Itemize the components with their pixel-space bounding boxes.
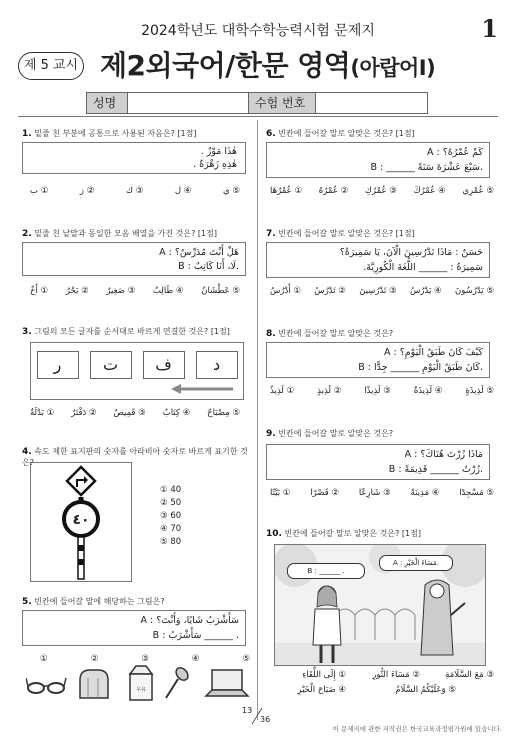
sign-number: ٤٠ [72, 512, 90, 528]
q3-letter: د [196, 351, 238, 379]
q7-option-5[interactable]: ⑤ يَدْرُسُونَ [454, 286, 494, 296]
q3-option-3[interactable]: ③ قَمِيصٌ [113, 408, 146, 418]
q2-option-1[interactable]: ① أَخٌ [30, 286, 49, 296]
q4-option-1[interactable]: ① 40 [160, 485, 182, 495]
q8-option-2[interactable]: ② لَذِيذٍ [317, 386, 342, 396]
q8-option-5[interactable]: ⑤ لَذِيذَةٍ [465, 386, 494, 396]
q3-option-2[interactable]: ② دَفْتَرٌ [71, 408, 97, 418]
q10-option-1[interactable]: ① إِلَى اللِّقَاءِ [302, 670, 346, 680]
q5-line-b: B : سَأَشْرَبُ ______ . [152, 630, 239, 641]
speech-bubble-b: B : ______ . [287, 563, 365, 579]
q5-label-1: ① [40, 654, 48, 664]
q3-letter: ف [143, 351, 185, 379]
q2-box [22, 242, 246, 276]
q5-label-2: ② [90, 654, 99, 664]
q1-option-1[interactable]: ① ب [30, 186, 49, 196]
q7-option-2[interactable]: ② تَدْرُسُ [314, 286, 346, 296]
q7-option-3[interactable]: ③ تَدْرُسِينَ [359, 286, 397, 296]
q9-options [270, 488, 494, 498]
q1-options [30, 186, 240, 196]
q9-stem: 9. 빈칸에 들어갈 말로 알맞은 것은? [266, 429, 394, 439]
q5-line-a: A : سَأَشْرَبُ شَايًا، وَأَنْتَ؟ [140, 615, 239, 626]
q10-options [272, 670, 496, 695]
q3-letter: ت [90, 351, 132, 379]
number-field[interactable] [315, 93, 427, 113]
q2-option-3[interactable]: ③ صَغِيرٌ [106, 286, 136, 296]
milk-carton-icon[interactable] [130, 666, 152, 700]
q10-option-3[interactable]: ③ مَعَ السَّلَامَةِ [445, 670, 494, 680]
q8-option-3[interactable]: ③ لَذِيذًا [364, 386, 391, 396]
q2-option-2[interactable]: ② بَحْرٌ [65, 286, 89, 296]
q9-option-5[interactable]: ⑤ مَسْجِدًا [459, 488, 494, 498]
q5-box [22, 610, 246, 646]
name-label: 성명 [87, 93, 127, 113]
q3-option-5[interactable]: ⑤ مِصْبَاحٌ [207, 408, 240, 418]
q3-option-1[interactable]: ① بَدْلَةٌ [30, 408, 55, 418]
q3-box [30, 342, 244, 400]
q3-letter: ر [37, 351, 79, 379]
q3-stem: 3. 그림의 모든 글자를 순서대로 바르게 연결한 것은? [1점] [22, 327, 230, 337]
q4-box [30, 462, 132, 582]
q8-option-1[interactable]: ① لَذِيذٌ [270, 386, 295, 396]
q9-line-a: A : مَاذَا زُرْتَ هُنَاكَ؟ [404, 449, 483, 460]
q9-line-b: B : زُرْتُ ______ قَدِيمَةً. [388, 464, 483, 475]
q1-line1: هٰذَا مَوْزٌ . [200, 146, 237, 157]
q5-stem: 5. 빈칸에 들어갈 말에 해당하는 그림은? [22, 597, 165, 607]
q2-line-b: B : لَا، أَنَا كَاتِبٌ. [178, 261, 239, 272]
id-row [86, 92, 428, 114]
q8-line-a: A : كَيْفَ كَانَ طَبَقُ الْيَوْمِ؟ [383, 347, 483, 358]
q1-option-5[interactable]: ⑤ ي [222, 186, 240, 196]
column-divider [257, 120, 258, 720]
q9-option-4[interactable]: ④ مَدِينَةً [410, 488, 440, 498]
q5-pictures [26, 664, 256, 704]
q3-options [30, 408, 240, 418]
q8-options [270, 386, 494, 396]
q6-options [270, 186, 494, 196]
q10-option-2[interactable]: ② مَسَاءَ النُّورِ [372, 670, 420, 680]
q3-letters [31, 351, 243, 379]
q2-option-4[interactable]: ④ طَالِبٌ [152, 286, 184, 296]
exam-title: 2024학년도 대학수학능력시험 문제지 [141, 23, 375, 39]
q1-line2: هٰذِهِ زَهْرَةٌ . [193, 159, 237, 170]
q9-option-1[interactable]: ① بَيْتًا [270, 488, 291, 498]
q7-option-1[interactable]: ① أَدْرُسُ [270, 286, 301, 296]
page-counter-bottom: 36 [260, 715, 271, 724]
subject-title [100, 44, 435, 84]
arrow-left-icon [171, 383, 235, 395]
period-badge: 제 5 교시 [18, 52, 84, 80]
q7-line-b: سَمِيرَةُ : ______ اللُّغَةَ الْكُورِيَّةَ. [363, 262, 483, 273]
q7-line-a: حَسَنٌ : مَاذَا تَدْرُسِينَ الْآنَ، يَا سَمِيرَةُ؟ [339, 247, 483, 258]
q7-options [270, 286, 494, 296]
q1-option-2[interactable]: ② ز [79, 186, 95, 196]
spoon-icon[interactable] [166, 665, 190, 698]
page-number: 1 [481, 14, 498, 43]
q7-option-4[interactable]: ④ يَدْرُسُ [410, 286, 442, 296]
q4-option-3[interactable]: ③ 60 [160, 511, 182, 521]
milk-label: 우유 [136, 687, 146, 693]
q1-stem: 1. 밑줄 친 부분에 공통으로 사용된 자음은? [1점] [22, 129, 197, 139]
q8-line-b: B : كَانَ طَبَقُ الْيَوْمِ ______ جِدًّا. [358, 362, 483, 373]
q4-option-4[interactable]: ④ 70 [160, 524, 182, 534]
q8-stem: 8. 빈칸에 들어갈 말로 알맞은 것은? [266, 329, 394, 339]
q5-label-4: ④ [191, 654, 200, 664]
speech-bubble-a: A : مَسَاءَ الْخَيْرِ. [379, 555, 453, 571]
q2-line-a: A : هَلْ أَنْتَ مُدَرِّسٌ؟ [159, 247, 239, 258]
q3-option-4[interactable]: ④ كِتَابٌ [162, 408, 191, 418]
q10-option-5[interactable]: ⑤ وَعَلَيْكُمُ السَّلَامُ [395, 685, 456, 695]
q2-options [30, 286, 240, 296]
q4-options [160, 484, 181, 549]
q10-illustration [274, 544, 486, 666]
q6-option-3[interactable]: ③ عُمْرُكِ [364, 186, 397, 196]
q6-option-5[interactable]: ⑤ عُمْرِي [462, 186, 494, 196]
q6-stem: 6. 빈칸에 들어갈 말로 알맞은 것은? [1점] [266, 129, 415, 139]
q6-option-1[interactable]: ① عُمْرُهَا [270, 186, 303, 196]
q9-option-2[interactable]: ② قَصْرًا [310, 488, 340, 498]
q1-option-4[interactable]: ④ ل [174, 186, 192, 196]
q9-box [266, 444, 490, 480]
q5-label-3: ③ [141, 654, 149, 664]
q8-box [266, 342, 490, 378]
page-counter [236, 706, 278, 726]
q10-option-4[interactable]: ④ صَبَاحَ الْخَيْرِ [297, 685, 346, 695]
header-divider [18, 116, 498, 117]
copyright-notice: 이 문제지에 관한 저작권은 한국교육과정평가원에 있습니다. [332, 725, 502, 733]
q2-stem: 2. 밑줄 친 낱말과 동일한 모음 배열을 가진 것은? [1점] [22, 229, 217, 239]
q9-option-3[interactable]: ③ شَارِعًا [358, 488, 391, 498]
q7-box [266, 242, 490, 278]
slash-icon [236, 706, 278, 726]
q6-option-4[interactable]: ④ عُمْرُكَ [413, 186, 446, 196]
q6-box [266, 142, 490, 178]
q5-labels [40, 654, 250, 664]
q6-option-2[interactable]: ② عُمْرُهُ [318, 186, 349, 196]
laptop-icon[interactable] [206, 670, 248, 696]
q4-stem: 4. 속도 제한 표지판의 숫자를 아라비아 숫자로 바르게 표기한 것은? [22, 447, 248, 467]
q4-option-2[interactable]: ② 50 [160, 498, 182, 508]
bread-icon[interactable] [80, 670, 108, 698]
subject-main: 제2외국어/한문 영역 [100, 49, 351, 82]
glasses-icon[interactable] [26, 678, 66, 693]
subject-sub: (아랍어Ⅰ) [350, 56, 436, 80]
q7-stem: 7. 빈칸에 들어갈 말로 알맞은 것은? [1점] [266, 229, 415, 239]
name-field[interactable] [127, 93, 248, 113]
q4-option-5[interactable]: ⑤ 80 [160, 537, 182, 547]
number-label: 수험 번호 [248, 93, 315, 113]
q5-label-5: ⑤ [242, 654, 250, 664]
q10-stem: 10. 빈칸에 들어갈 말로 알맞은 것은? [1점] [266, 529, 421, 539]
q6-line-a: A : كَمْ عُمْرُهُ؟ [426, 147, 483, 158]
q1-option-3[interactable]: ③ ك [125, 186, 144, 196]
q6-line-b: B : ______ سَبْعَ عَشْرَةَ سَنَةً. [370, 162, 483, 173]
q1-box [22, 142, 246, 174]
q2-option-5[interactable]: ⑤ عَطْشَانُ [201, 286, 240, 296]
q8-option-4[interactable]: ④ لَذِيذَةٌ [413, 386, 443, 396]
page-counter-top: 13 [242, 706, 253, 715]
